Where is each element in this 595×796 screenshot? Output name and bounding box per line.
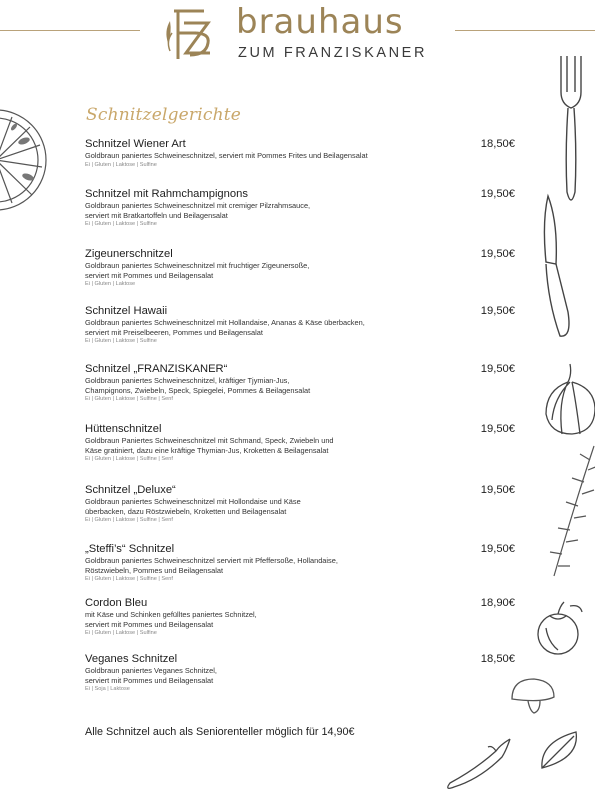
menu-item-name: Schnitzel „FRANZISKANER“ (85, 363, 228, 375)
brand-logo-icon (160, 3, 220, 63)
section-title: Schnitzelgerichte (86, 105, 242, 125)
menu-item-name: Schnitzel Wiener Art (85, 138, 186, 150)
menu-item-allergens: Ei | Gluten | Laktose | Sulfine | Senf (85, 517, 173, 524)
menu-item-price: 19,50€ (480, 423, 515, 435)
menu-item-description: serviert mit Pommes und Beilagensalat (85, 270, 214, 280)
menu-item-name: „Steffi’s“ Schnitzel (85, 543, 175, 555)
menu-item-allergens: Ei | Gluten | Laktose (85, 281, 136, 288)
menu-item-name: Veganes Schnitzel (85, 653, 178, 665)
mushroom-icon (508, 675, 558, 715)
menu-item (85, 483, 515, 525)
menu-item-description: Goldbraun paniertes Schweineschnitzel, kräftiger Tjymian-Jus, (85, 376, 290, 385)
menu-item-allergens: Ei | Gluten | Laktose | Sulfine (85, 221, 157, 228)
menu-item-description: Champignons, Zwiebeln, Speck, Spiegelei, Pommes & Beilagensalat (85, 385, 311, 395)
brand-subtitle: ZUM FRANZISKANER (238, 45, 428, 61)
chili-icon (440, 735, 515, 795)
menu-item-description: serviert mit Pommes und Beilagensalat (85, 675, 214, 685)
menu-item-price: 19,50€ (480, 248, 515, 260)
menu-item-allergens: Ei | Gluten | Laktose | Sulfine | Senf (85, 576, 173, 583)
menu-item-price: 19,50€ (480, 305, 515, 317)
garlic-icon (540, 358, 595, 438)
menu-item-allergens: Ei | Soja | Laktose (85, 686, 130, 693)
menu-item-description: Goldbraun paniertes Veganes Schnitzel, (85, 666, 217, 675)
menu-item-description: Goldbraun paniertes Schweineschnitzel mit fruchtiger Zigeunersoße, (85, 261, 310, 270)
fork-icon (555, 52, 587, 212)
menu-item-price: 19,50€ (480, 543, 515, 555)
menu-item-price: 18,50€ (480, 138, 515, 150)
knife-icon (538, 192, 578, 342)
menu-item (85, 137, 515, 170)
menu-item-name: Schnitzel Hawaii (85, 305, 168, 317)
menu-item (85, 362, 515, 404)
menu-item-price: 19,50€ (480, 484, 515, 496)
menu-item-description: Röstzwiebeln, Pommes und Beilagensalat (85, 565, 224, 575)
menu-item-description: serviert mit Pommes und Beilagensalat (85, 619, 214, 629)
menu-item-description: Goldbraun paniertes Schweineschnitzel mit Hollandaise, Ananas & Käse überbacken, (85, 318, 365, 327)
menu-item-allergens: Ei | Gluten | Laktose | Sulfine | Senf (85, 456, 173, 463)
menu-item-price: 19,50€ (480, 363, 515, 375)
lemon-slice-icon (0, 105, 52, 215)
menu-item-description: Goldbraun Paniertes Schweineschnitzel mit Schmand, Speck, Zwiebeln und (85, 436, 334, 445)
menu-item (85, 187, 515, 229)
menu-item-description: Goldbraun paniertes Schweineschnitzel mit cremiger Pilzrahmsauce, (85, 201, 311, 210)
menu-item-price: 18,50€ (480, 653, 515, 665)
menu-item-description: Goldbraun paniertes Schweineschnitzel, serviert mit Pommes Frites und Beilagensalat (85, 151, 368, 160)
menu-item (85, 422, 515, 464)
menu-item-price: 19,50€ (480, 188, 515, 200)
basil-leaf-icon (536, 728, 582, 774)
menu-item-description: Goldbraun paniertes Schweineschnitzel serviert mit Pfeffersoße, Hollandaise, (85, 556, 338, 565)
menu-item (85, 304, 515, 346)
menu-item-allergens: Ei | Gluten | Laktose | Sulfine | Senf (85, 396, 173, 403)
header-rule-left (0, 30, 140, 31)
menu-item-name: Schnitzel mit Rahmchampignons (85, 188, 248, 200)
menu-item-allergens: Ei | Gluten | Laktose | Sulfine (85, 161, 157, 168)
menu-item-allergens: Ei | Gluten | Laktose | Sulfine (85, 338, 157, 345)
tomato-icon (536, 598, 586, 658)
menu-item-description: serviert mit Bratkartoffeln und Beilagensalat (85, 210, 228, 220)
menu-item (85, 652, 515, 694)
footer-note: Alle Schnitzel auch als Seniorenteller möglich für 14,90€ (85, 726, 355, 738)
menu-item-name: Cordon Bleu (85, 597, 148, 609)
menu-item (85, 542, 515, 584)
menu-item-description: Käse gratiniert, dazu eine kräftige Thymian-Jus, Kroketten & Beilagensalat (85, 445, 329, 455)
menu-item-description: serviert mit Preiselbeeren, Pommes und Beilagensalat (85, 327, 263, 337)
menu-item-name: Schnitzel „Deluxe“ (85, 484, 176, 496)
menu-item (85, 247, 515, 289)
menu-item (85, 596, 515, 638)
menu-item-description: überbacken, dazu Röstzwiebeln, Kroketten und Beilagensalat (85, 506, 287, 516)
menu-item-description: Goldbraun paniertes Schweineschnitzel mit Hollondaise und Käse (85, 497, 301, 506)
menu-item-name: Hüttenschnitzel (85, 423, 162, 435)
header-rule-right (455, 30, 595, 31)
menu-item-name: Zigeunerschnitzel (85, 248, 173, 260)
brand-name: brauhaus (236, 2, 404, 42)
menu-item-description: mit Käse und Schinken gefülltes paniertes Schnitzel, (85, 610, 257, 619)
menu-item-allergens: Ei | Gluten | Laktose | Sulfine (85, 630, 157, 637)
rosemary-icon (540, 440, 595, 580)
menu-item-price: 18,90€ (480, 597, 515, 609)
